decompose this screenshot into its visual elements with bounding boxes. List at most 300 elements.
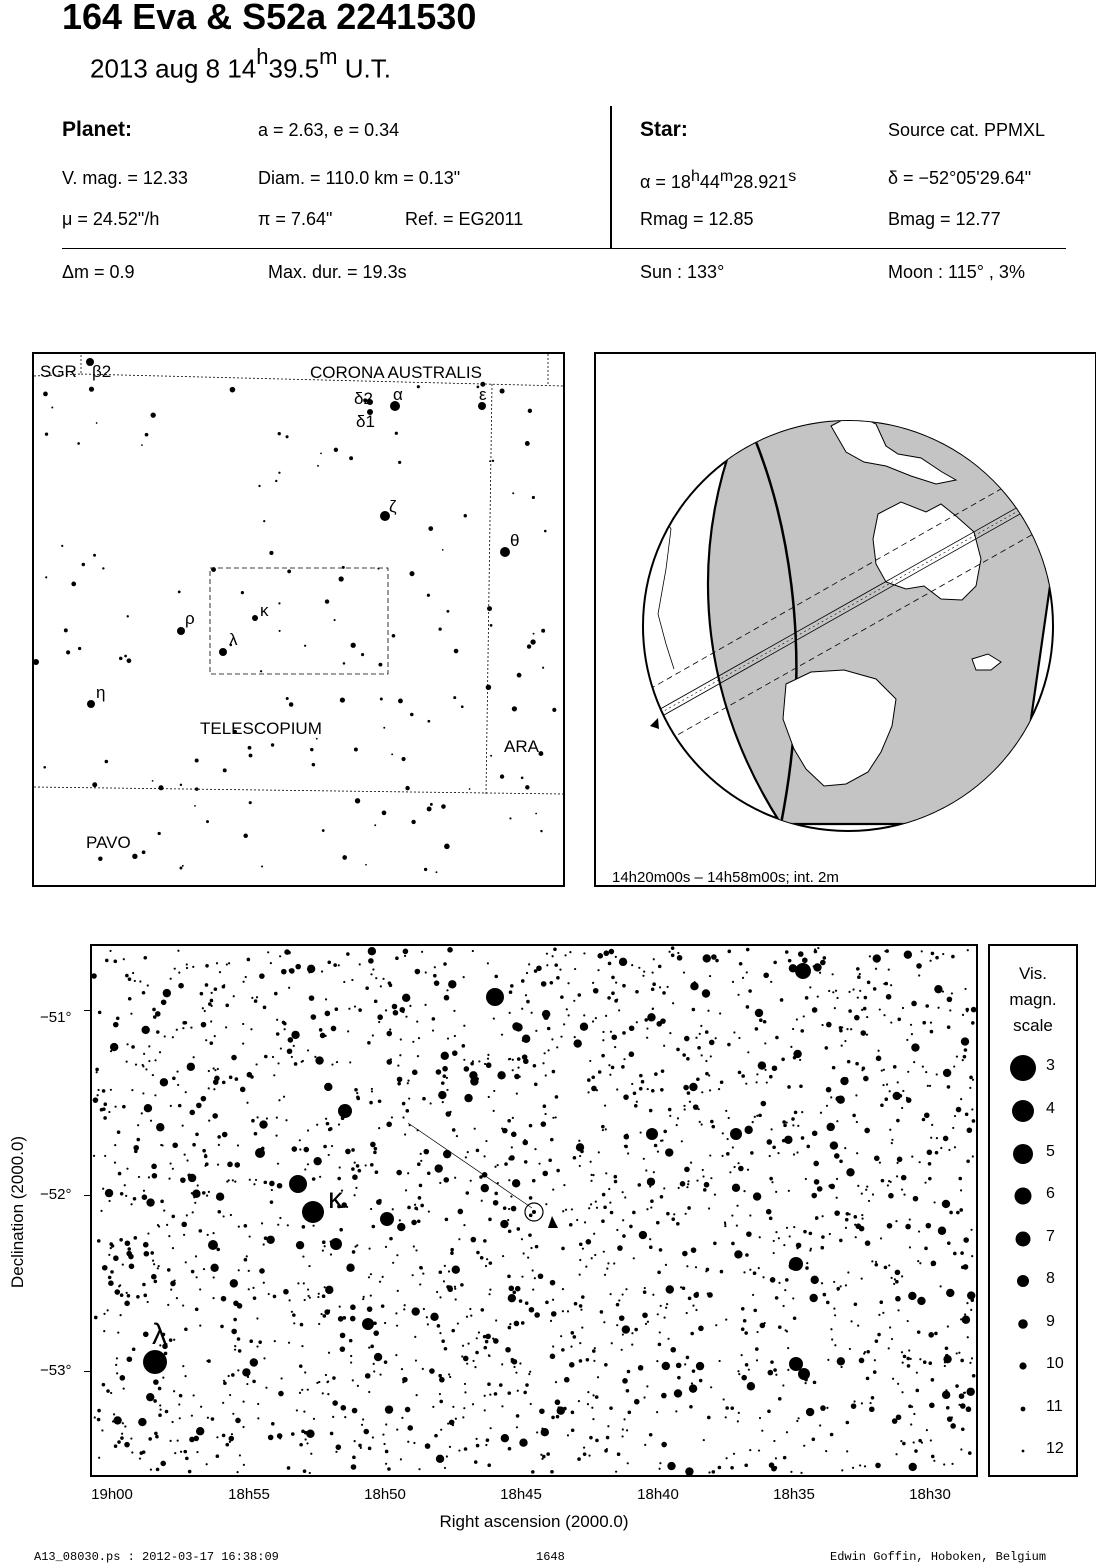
field-star (340, 1346, 346, 1352)
field-star (636, 1101, 638, 1103)
field-star (888, 1193, 894, 1199)
field-star (888, 1180, 890, 1182)
field-star (404, 955, 406, 957)
field-star (683, 1105, 685, 1107)
field-star (800, 1369, 802, 1371)
field-star (903, 1194, 905, 1196)
field-star (330, 1432, 334, 1436)
field-star (375, 1170, 379, 1174)
footer-file: A13_08030.ps : 2012-03-17 16:38:09 (34, 1550, 279, 1564)
field-star (960, 1189, 962, 1191)
constellation-star (427, 594, 430, 597)
field-star (202, 1191, 206, 1195)
field-star (287, 1048, 293, 1054)
field-star (237, 1369, 239, 1371)
field-star (297, 1282, 299, 1284)
field-star (969, 1087, 971, 1089)
field-star (332, 1376, 336, 1380)
field-star (216, 1436, 218, 1438)
field-star (351, 1148, 355, 1152)
legend-svg (990, 946, 1076, 1475)
field-star (133, 1236, 137, 1240)
field-star (852, 1114, 856, 1118)
field-star (313, 1157, 321, 1165)
field-star (685, 1213, 687, 1215)
field-star (738, 1166, 744, 1172)
field-star (846, 1168, 854, 1176)
field-star (672, 1002, 674, 1004)
field-star (282, 1021, 286, 1025)
x-tick-label: 19h00 (91, 1486, 133, 1503)
constellation-star (349, 456, 353, 460)
field-star (970, 1309, 972, 1311)
constellation-star (71, 582, 76, 587)
field-star (472, 950, 474, 952)
field-star (879, 1300, 883, 1304)
field-star (962, 1014, 964, 1016)
field-star (98, 1457, 100, 1459)
legend-mag-label: 7 (1046, 1228, 1055, 1245)
field-star (121, 1433, 123, 1435)
field-star (206, 1463, 208, 1465)
field-star (534, 1148, 536, 1150)
field-star (257, 1403, 259, 1405)
y-tick-label: −52° (40, 1186, 72, 1203)
field-star (900, 1440, 902, 1442)
field-star (176, 1297, 178, 1299)
field-star (500, 1220, 508, 1228)
field-star (347, 1030, 349, 1032)
field-star (554, 963, 558, 967)
field-star (350, 1304, 356, 1310)
field-star (158, 1387, 162, 1391)
field-star (237, 1144, 239, 1146)
delta-mag: Δm = 0.9 (62, 262, 135, 282)
field-star (326, 1381, 328, 1383)
field-star (836, 1197, 838, 1199)
field-star (182, 1124, 184, 1126)
field-star (701, 1091, 703, 1093)
field-star (160, 1144, 162, 1146)
field-star (629, 1025, 635, 1031)
field-star (654, 1144, 658, 1148)
field-star (356, 1097, 360, 1101)
field-star (228, 1179, 230, 1181)
field-star (565, 1209, 567, 1211)
field-star (582, 1248, 584, 1250)
field-star (659, 1248, 663, 1252)
field-star (896, 1162, 898, 1164)
field-star (634, 1399, 640, 1405)
field-star (474, 1128, 476, 1130)
field-star (207, 1359, 211, 1363)
field-star (255, 1179, 257, 1181)
field-star (826, 1022, 832, 1028)
field-star (955, 1384, 959, 1388)
field-star (855, 1236, 857, 1238)
field-star (544, 1113, 546, 1115)
field-star (292, 1313, 296, 1317)
field-star (592, 1394, 594, 1396)
field-star (590, 1180, 592, 1182)
field-star (766, 1081, 768, 1083)
field-star (561, 1247, 565, 1251)
field-star (354, 1005, 356, 1007)
field-star (335, 1451, 337, 1453)
field-star (210, 1264, 218, 1272)
field-star (646, 1027, 648, 1029)
field-star (207, 1234, 209, 1236)
field-star (792, 1124, 794, 1126)
field-star (639, 1074, 643, 1078)
field-star (646, 1208, 648, 1210)
field-star (511, 1132, 517, 1138)
field-star (517, 1067, 519, 1069)
field-star (486, 1438, 490, 1442)
field-star (206, 1195, 208, 1197)
label-delta1: δ1 (356, 412, 375, 431)
constellation-star (316, 738, 318, 740)
field-star (216, 962, 218, 964)
constellation-star (500, 547, 510, 557)
field-star (592, 1418, 594, 1420)
field-star (805, 996, 809, 1000)
field-star (867, 981, 871, 985)
field-star (303, 1282, 305, 1284)
field-star (386, 1122, 392, 1128)
field-star (147, 984, 149, 986)
field-star (821, 1282, 823, 1284)
field-star (485, 1140, 487, 1142)
field-star (809, 986, 811, 988)
field-star (487, 1058, 489, 1060)
field-star (799, 1085, 803, 1089)
constellation-star (405, 786, 409, 790)
constellation-star (177, 627, 185, 635)
constellation-star (43, 766, 46, 769)
field-star (902, 1090, 904, 1092)
field-star (223, 1381, 227, 1385)
field-star (787, 1369, 789, 1371)
field-star (117, 1440, 121, 1444)
field-star (512, 1179, 520, 1187)
field-star (405, 1189, 407, 1191)
field-star (378, 1127, 380, 1129)
field-star (231, 1433, 233, 1435)
field-star (190, 1027, 192, 1029)
field-star (174, 968, 176, 970)
field-star (573, 1335, 577, 1339)
field-star (670, 1347, 676, 1353)
constellation-star (261, 866, 263, 868)
field-star (830, 1328, 832, 1330)
field-star (142, 991, 146, 995)
field-star (747, 1169, 749, 1171)
field-star (611, 1342, 613, 1344)
field-star (736, 1205, 738, 1207)
field-star (146, 1198, 154, 1206)
field-star (649, 1245, 653, 1249)
field-star (524, 1139, 526, 1141)
field-star (931, 1455, 935, 1459)
legend-mag-label: 8 (1046, 1270, 1055, 1287)
field-star (643, 970, 645, 972)
field-star (299, 1139, 301, 1141)
field-star (700, 1025, 702, 1027)
field-star (864, 1465, 866, 1467)
field-star (474, 1366, 476, 1368)
field-star (676, 1124, 678, 1126)
field-star (534, 1312, 540, 1318)
field-star (657, 1151, 659, 1153)
field-star (507, 1391, 511, 1395)
field-star (946, 1289, 954, 1297)
field-star (550, 1320, 552, 1322)
field-star (476, 1149, 480, 1153)
field-star (98, 1011, 102, 1015)
field-star (317, 1296, 319, 1298)
field-star (947, 1025, 951, 1029)
label-kappa: κ (260, 601, 269, 620)
field-star (589, 1060, 591, 1062)
field-star (378, 1099, 382, 1103)
field-star (637, 1183, 641, 1187)
field-star (154, 1094, 156, 1096)
field-star (809, 1294, 817, 1302)
constellation-star (351, 643, 356, 648)
field-star (413, 1245, 415, 1247)
field-star (705, 1072, 709, 1076)
field-star (879, 1008, 881, 1010)
field-star (92, 973, 97, 979)
field-star (665, 1148, 673, 1156)
field-star (907, 1071, 909, 1073)
field-star (361, 1424, 363, 1426)
field-star (579, 1359, 583, 1363)
field-star (894, 1278, 896, 1280)
constellation-star (182, 865, 184, 867)
field-star (405, 1109, 409, 1113)
field-star (280, 1377, 282, 1379)
field-star (512, 1117, 514, 1119)
field-star (277, 1062, 279, 1064)
constellation-star (230, 387, 236, 393)
field-star (658, 965, 662, 969)
field-star (418, 1037, 420, 1039)
field-star (458, 1209, 464, 1215)
field-star (370, 973, 372, 975)
field-star (747, 1382, 755, 1390)
field-star (954, 1115, 956, 1117)
field-star (538, 1273, 544, 1279)
field-star (671, 1217, 675, 1221)
field-star (375, 977, 377, 979)
star-ra-min: 44 (699, 172, 720, 192)
field-star (288, 1342, 290, 1344)
field-star (806, 1408, 814, 1416)
field-star (744, 1126, 752, 1134)
field-star (809, 1249, 811, 1251)
field-star (214, 1076, 220, 1082)
field-star (897, 1157, 903, 1163)
field-star (147, 1232, 149, 1234)
field-star (164, 1035, 166, 1037)
field-star (696, 1077, 700, 1081)
constellation-star (66, 650, 70, 654)
field-star (502, 1255, 504, 1257)
field-star (782, 1120, 786, 1124)
field-star (603, 1251, 605, 1253)
field-star (793, 1226, 795, 1228)
field-star (590, 1174, 592, 1176)
constellation-star (317, 465, 319, 467)
moon-elongation: Moon : 115° , 3% (888, 262, 1025, 282)
field-star (686, 1057, 690, 1061)
star-ra-h: h (690, 168, 700, 185)
field-star (812, 1007, 818, 1013)
field-star (331, 1063, 333, 1065)
field-star (201, 1096, 207, 1102)
field-star (813, 1161, 819, 1167)
constellation-star (343, 662, 346, 665)
field-star (853, 1215, 857, 1219)
constellation-star (525, 441, 530, 446)
field-star (338, 1316, 344, 1322)
field-star (590, 1161, 592, 1163)
field-star (153, 1399, 157, 1403)
field-star (299, 1364, 303, 1368)
field-star (586, 1358, 590, 1362)
field-star (646, 1385, 648, 1387)
field-star (154, 1059, 156, 1061)
field-star (476, 1251, 480, 1255)
field-star (883, 1069, 885, 1071)
field-star (370, 1273, 372, 1275)
field-star (151, 1274, 157, 1280)
field-star (219, 971, 221, 973)
field-star (123, 1387, 125, 1389)
field-star (660, 1305, 662, 1307)
info-divider-horizontal (62, 248, 1066, 249)
field-star (856, 1018, 858, 1020)
field-star (451, 1329, 455, 1333)
constellation-star (355, 798, 360, 803)
field-star (216, 1248, 220, 1252)
field-star (901, 1107, 903, 1109)
field-star (511, 1206, 517, 1212)
field-star (108, 1280, 114, 1286)
field-star (365, 986, 369, 990)
field-star (653, 958, 655, 960)
field-star (142, 1283, 146, 1287)
field-star (352, 1250, 356, 1254)
field-star (834, 1314, 836, 1316)
field-star (436, 1455, 444, 1463)
field-star (368, 1247, 370, 1249)
field-star (113, 1255, 119, 1261)
field-star (809, 1232, 813, 1236)
field-star (852, 1467, 854, 1469)
field-star (94, 1316, 98, 1320)
field-star (172, 1142, 178, 1148)
field-star (691, 1247, 697, 1253)
field-star (231, 1055, 237, 1061)
field-star (616, 1088, 618, 1090)
field-star (634, 1328, 638, 1332)
field-star (834, 1007, 836, 1009)
field-star (710, 1177, 712, 1179)
field-star (695, 1037, 697, 1039)
field-star (793, 1153, 795, 1155)
field-star (184, 1328, 188, 1332)
field-star (525, 1301, 529, 1305)
field-star (180, 1451, 182, 1453)
field-star (396, 1170, 402, 1176)
field-star (122, 1105, 126, 1109)
field-star (263, 1243, 265, 1245)
field-star (533, 1064, 537, 1068)
field-star (656, 1021, 662, 1027)
field-star (159, 1404, 161, 1406)
field-star (472, 1060, 474, 1062)
field-star (951, 955, 955, 959)
field-star (775, 1457, 777, 1459)
field-star (244, 1224, 248, 1228)
constellation-star (535, 813, 537, 815)
field-star (257, 1417, 259, 1419)
field-star (242, 1401, 244, 1403)
constellation-star (278, 472, 280, 474)
field-star (429, 1368, 435, 1374)
field-star (769, 1075, 773, 1079)
field-star (651, 1089, 655, 1093)
field-star (682, 1053, 686, 1057)
field-star (199, 1229, 203, 1233)
field-star (788, 1190, 790, 1192)
field-star (247, 958, 251, 962)
field-star (836, 997, 838, 999)
constellation-star (219, 648, 227, 656)
legend-dot (1012, 1100, 1034, 1122)
field-star (918, 1230, 920, 1232)
field-star (359, 963, 361, 965)
field-star (605, 1128, 607, 1130)
field-star (541, 981, 547, 987)
field-star (323, 1314, 327, 1318)
label-alpha: α (393, 385, 403, 404)
field-star (487, 1054, 489, 1056)
field-star (676, 1048, 680, 1052)
field-star (746, 971, 748, 973)
field-star (749, 1269, 751, 1271)
field-star (967, 949, 969, 951)
field-star (264, 1055, 268, 1059)
field-star (856, 967, 860, 971)
field-star (279, 1217, 281, 1219)
field-star (646, 1037, 648, 1039)
field-star (701, 1054, 703, 1056)
field-star (130, 1013, 132, 1015)
field-star (519, 1299, 523, 1303)
field-star (827, 1359, 829, 1361)
field-star (336, 1444, 342, 1450)
field-star (568, 1014, 570, 1016)
field-star (389, 1028, 391, 1030)
field-star (769, 1217, 773, 1221)
field-star (461, 1355, 463, 1357)
y-tick-label: −53° (40, 1362, 72, 1379)
field-star (385, 1246, 387, 1248)
